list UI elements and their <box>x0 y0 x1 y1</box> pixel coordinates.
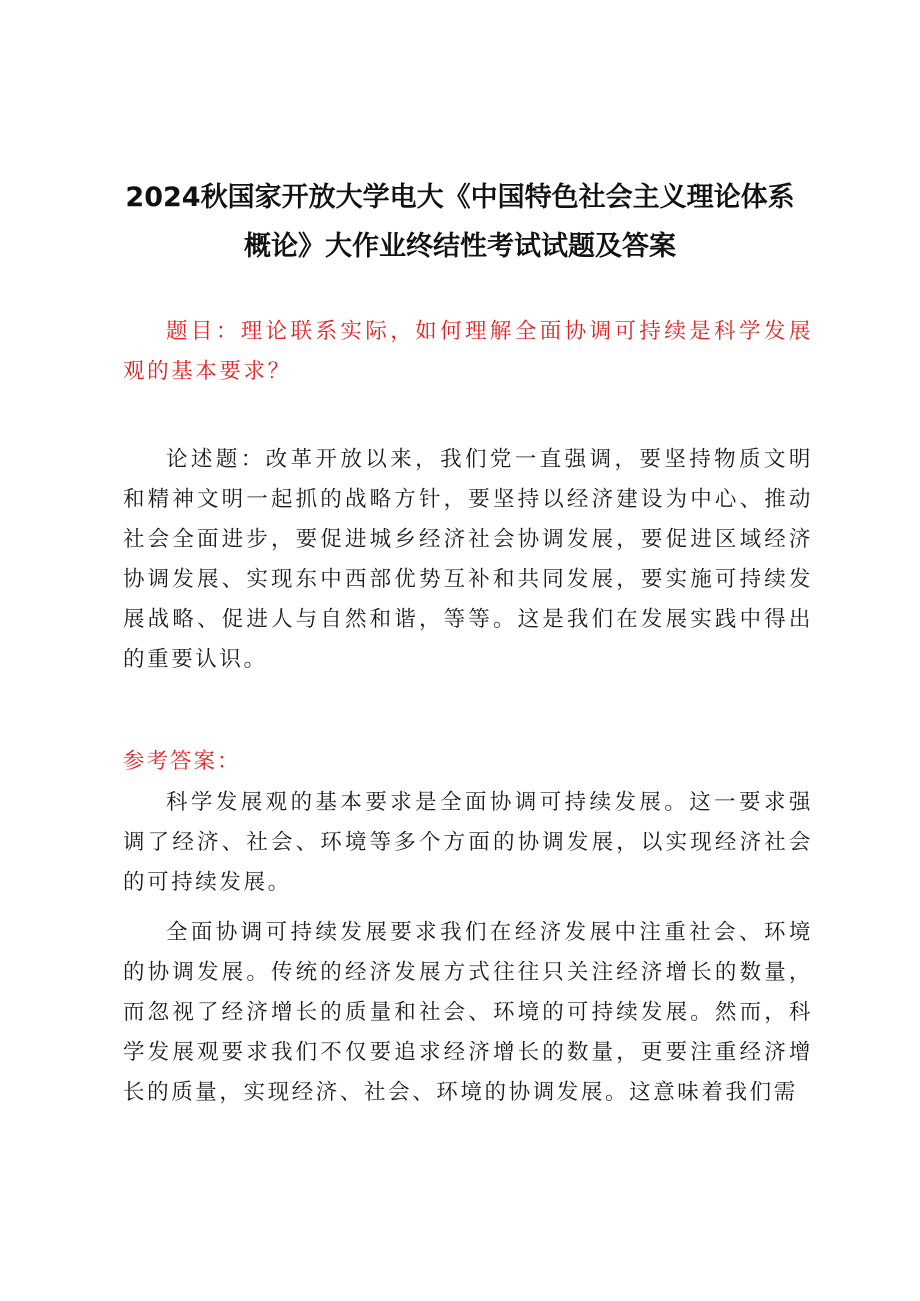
reference-answer-label: 参考答案： <box>123 749 241 774</box>
answer-paragraph: 科学发展观的基本要求是全面协调可持续发展。这一要求强调了经济、社会、环境等多个方面的协调发展，以实现经济社会的可持续发展。 <box>123 790 813 895</box>
document-title-line-2: 概论》大作业终结性考试试题及答案 <box>244 231 676 262</box>
essay-prompt: 论述题：改革开放以来，我们党一直强调，要坚持物质文明和精神文明一起抓的战略方针，要坚持以经济建设为中心、推动社会全面进步，要促进城乡经济社会协调发展，要促进区域经济协调发展、实现东中西部优势互补和共同发展，要实施可持续发展战略、促进人与自然和谐，等等。这是我们在发展实践中得出的重要认识。 <box>123 447 813 672</box>
document-title-line-1: 2024秋国家开放大学电大《中国特色社会主义理论体系 <box>125 182 795 213</box>
answer-paragraph: 全面协调可持续发展要求我们在经济发展中注重社会、环境的协调发展。传统的经济发展方式往往只关注经济增长的数量，而忽视了经济增长的质量和社会、环境的可持续发展。然而，科学发展观要求我们不仅要追求经济增长的数量，更要注重经济增长的质量，实现经济、社会、环境的协调发展。这意味着我们需 <box>123 920 813 1105</box>
question-text: 题目：理论联系实际，如何理解全面协调可持续是科学发展观的基本要求？ <box>123 319 813 384</box>
